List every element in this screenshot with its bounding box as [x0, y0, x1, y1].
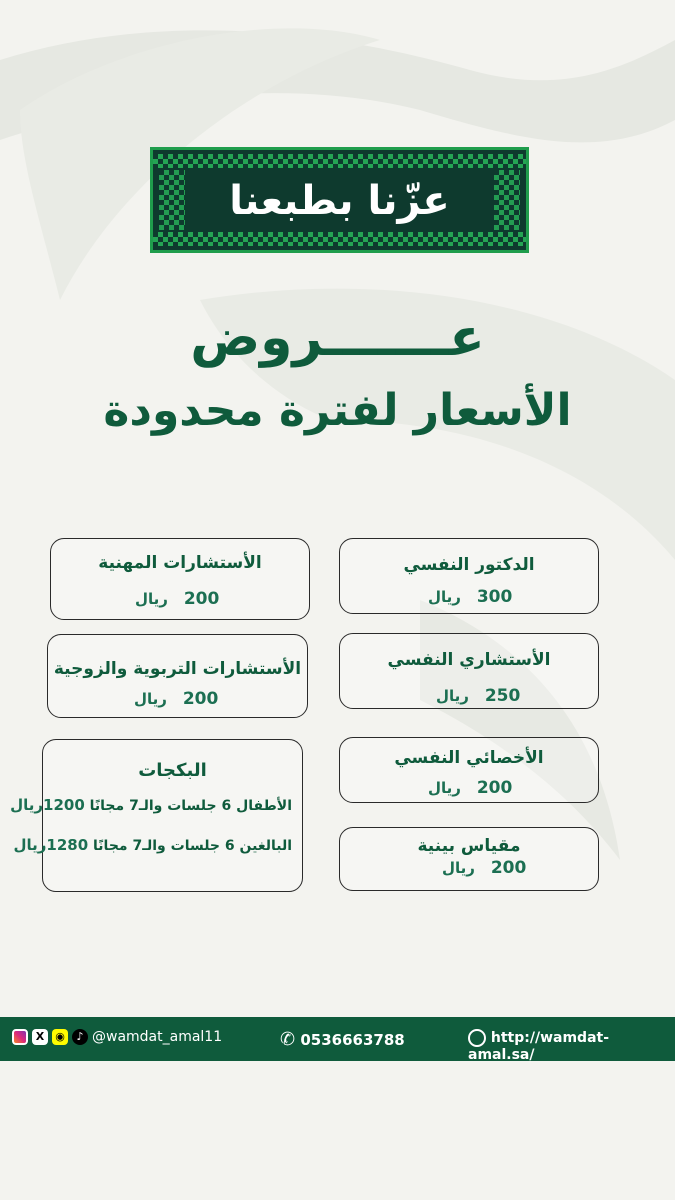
price-value: 250	[484, 686, 521, 706]
service-title: الأستشارات التربوية والزوجية	[53, 659, 302, 679]
currency: ريال	[428, 588, 461, 606]
bundle-item-children	[10, 796, 292, 814]
globe-icon	[468, 1029, 486, 1047]
snapchat-icon[interactable]: ◉	[52, 1029, 68, 1045]
service-price	[436, 686, 520, 706]
price-value: 200	[476, 778, 513, 798]
instagram-icon[interactable]	[12, 1029, 28, 1045]
currency: ريال	[428, 779, 461, 797]
currency: ريال	[436, 687, 469, 705]
banner-pattern-top	[153, 154, 526, 168]
bundles-card[interactable]	[10, 739, 303, 892]
banner-pattern-right	[494, 170, 520, 230]
website-link[interactable]	[468, 1029, 675, 1063]
bundle-label: البالغين 6 جلسات والـ7 مجانًا	[93, 838, 292, 854]
service-price	[134, 689, 218, 709]
service-card-binet-scale[interactable]	[339, 827, 599, 891]
website-text: http://wamdat-amal.sa/	[468, 1030, 610, 1063]
contact-footer	[0, 1017, 675, 1061]
service-title: الدكتور النفسي	[403, 555, 535, 575]
price-value: 300	[476, 587, 513, 607]
bundle-item-adults	[13, 836, 292, 854]
service-title: الأخصائي النفسي	[394, 748, 544, 768]
bundles-title: البكجات	[138, 760, 207, 781]
social-handle[interactable]: @wamdat_amal11	[92, 1029, 223, 1045]
phone-icon: ✆	[280, 1029, 296, 1050]
offers-heading: عـــــــروض	[190, 308, 485, 368]
service-card-psychiatrist[interactable]	[339, 538, 599, 614]
currency: ريال	[442, 859, 475, 877]
bundle-value: 1200ريال	[10, 796, 85, 814]
service-price	[428, 778, 512, 798]
service-title: مقياس بينية	[417, 836, 521, 856]
service-title: الأستشارات المهنية	[98, 553, 262, 573]
price-value: 200	[183, 589, 220, 609]
service-card-consultant[interactable]	[339, 633, 599, 709]
banner-pattern-left	[159, 170, 185, 230]
tiktok-icon[interactable]: ♪	[72, 1029, 88, 1045]
bundle-value: 1280ريال	[13, 836, 89, 854]
price-value: 200	[490, 858, 527, 878]
service-title: الأستشاري النفسي	[387, 650, 551, 670]
banner-slogan: عزّنا بطبعنا	[193, 172, 486, 230]
price-value: 200	[182, 689, 219, 709]
service-card-family-consulting[interactable]	[47, 634, 308, 718]
social-icons	[12, 1029, 88, 1045]
x-icon[interactable]: X	[32, 1029, 48, 1045]
service-price	[135, 589, 219, 609]
limited-time-heading: الأسعار لفترة محدودة	[103, 385, 572, 436]
phone-text: 0536663788	[300, 1031, 405, 1049]
currency: ريال	[134, 690, 167, 708]
phone-number[interactable]	[280, 1029, 405, 1050]
currency: ريال	[135, 590, 168, 608]
service-card-career-consulting[interactable]	[50, 538, 310, 620]
banner-pattern-bottom	[153, 232, 526, 246]
bundle-label: الأطفال 6 جلسات والـ7 مجانًا	[89, 798, 292, 814]
slogan-banner	[150, 147, 529, 253]
service-price	[428, 587, 512, 607]
service-price	[442, 858, 526, 878]
service-card-specialist[interactable]	[339, 737, 599, 803]
